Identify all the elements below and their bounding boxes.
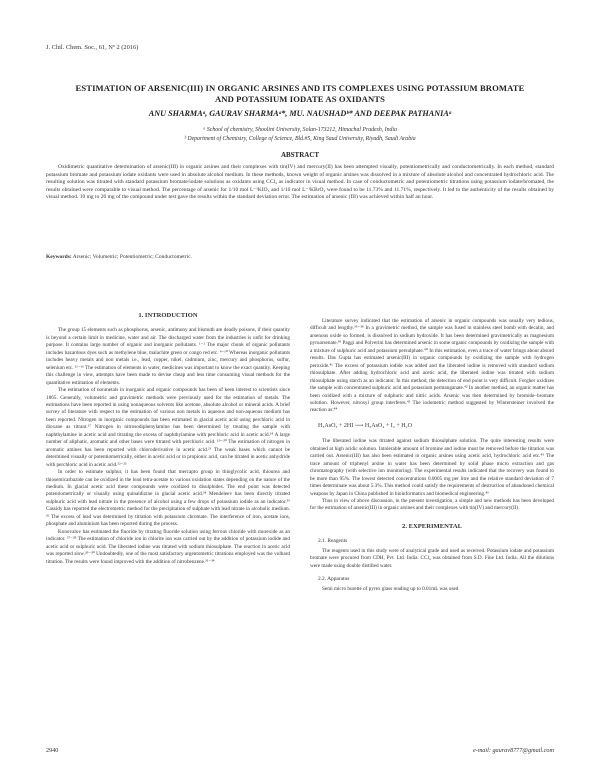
intro-paragraph: The estimation of nonmetals in inorganic and organic compounds has been of keen interest to scientists since 1865. Generally, volumetric and gravimetric methods were previously used for the estimation of metals. The estimations have been reported in using nonaqueous solvents like acetone, absolute alcohol or mineral acids. A brief survey of literature with respect to the estimation of various non metals in aqueous and non-aqueous medium has been reported. Nitrogen in inorganic compounds has been estimated in glacial acetic acid using perchloric acid in dioxane as titrant.¹⁷ Nitrogen in nitrosodiphenylamine has been determined by treating the sample with naphthylamine in acetic acid and titrating the excess of naphthylamine with perchloric acid in acetic acid.¹⁸ A large number of aliphatic, aromatic and other bases were titrated with perchloric acid. ¹⁹⁻²⁰ The estimation of nitrogen in aromatic amines has been reported with chloroderivative in acetic acid.²¹ The weak bases which cannot be determined visually or potentiometrically, either in acetic acid or in propionic acid, can be titrated in acetic anhydride with perchloric acid in acetic acid.²²⁻²³ [46,387,290,468]
title-line-1: ESTIMATION OF ARSENIC(III) IN ORGANIC ARSINES AND ITS COMPLEXES USING POTASSIUM BROMATE [75,83,525,93]
affiliation-b: ᵇ Department of Chemistry, College of Science, Bld.#5, King Saud University, Riyadh, Saudi Arabia [184,136,416,142]
right-column [310,318,554,593]
keywords-text: Arsenic; Volumetric; Potentiometric; Conductometric. [72,254,192,260]
author-list: ANU SHARMAᵃ, GAURAV SHARMAᵃ*, MU. NAUSHADᵇ* AND DEEPAK PATHANIAᵃ [148,109,452,118]
intro-paragraph: The group 15 elements such as phosphorus, arsenic, antimony and bismuth are deadly poisons, if their quantity is beyond a certain limit in medicine, water and air. The discharged water from the industries is unfit for drinking purpose. It contains large number of organic and inorganic pollutants. ¹⁻² The major chunk of organic pollutants includes hazardous dyes such as methylene blue, malachite green or congo red etc. ⁴⁻¹⁰ Whereas inorganic pollutants includes heavy metals and non metals i.e., lead, copper, nikel, cadmium, zinc, mercury and phosphorus, sulfur, selenium etc. ¹¹⁻¹⁶ The estimation of elements in water, medicines was important to know the exact quantity. Keeping this challenge in view, attempts have been made to devise cheap and less time consuming visual methods for the quantitative estimation of elements. [46,327,290,386]
introduction-heading: 1. INTRODUCTION [138,312,198,319]
keywords [46,254,554,260]
intro-paragraph: In order to estimate sulphur, it has been found that mercapto group in thioglycolic acid, thiourea and thiosemicarbazide can be oxidized in the lead tetra-acetate to various oxidation states depending on the nature of the medium. In glacial acetic acid these compounds were oxidized to disulphides. The end point was detected potentiometrically or visually using quinaldizine in glacial acetic acid.²⁴ Mendeleev has been directly titrated sulphuric acid with lead nitrate in the presence of alcohol using a few drops of potassium iodide as an indicator.²⁵ Cassidy has reported the electrometric method for the precipitation of sulphate with lead nitrate in alcoholic medium. ²⁶ The excess of lead was determined by titration with potassium chromate. The interference of iron, acetate ions, phosphate and aluminium has been reported during the process. [46,469,290,528]
reagents-heading: 2.1. Reagents [318,538,348,545]
abstract-heading: ABSTRACT [280,151,320,159]
keywords-label: Keywords: [46,254,72,260]
apparatus-heading: 2.2. Apparatus [318,576,350,583]
intro-paragraph: Konovalov has estimated the fluoride by titrating fluoride solution using ferrous chloride with murexide as an indicator. ²⁷⁻²⁸ The estimation of chloride ion in chlorite ion was carried out by the addition of potassium iodide and acetic acid or sulphuric acid. The liberated iodine was titrated with sodium thiosulphate. The reaction in acetic acid was reported slow.²⁹⁻³⁰ Undoubtedly, one of the most satisfactory argentometric titrations employed was the volhard titration. The results were found improved with the addition of nitrobenzene.³¹⁻³⁴ [46,528,290,565]
page-number: 2940 [46,747,59,754]
journal-header: J. Chil. Chem. Soc., 61, Nº 2 (2016) [46,44,139,51]
affiliation-a: ᵃ School of chemistry, Shoolini University, Solan-173212, Himachal Pradesh, India [203,127,397,133]
literature-paragraph: Literature survey indicated that the estimation of arsenic in organic compounds was usually very tedious, difficult and lengthy.³⁵⁻³⁸ In a gravimetric method, the sample was fused in stainless steel bomb with decalin, and arsenous oxide so formed, is dissolved in sodium hydroxide. It has been determined gravimetrically as magnesium pyroarsenate.³⁹ Paggi and Polverini has determined arsenic in some organic compounds by oxidizing the sample with a mixture of sulphuric acid and potassium persulphate.⁴⁰ In this estimation, even a trace of water brings about absurd results. Das Gupta has estimated arsenic(III) in organic compounds by oxidizing the sample with hydrogen peroxide.⁴¹ The excess of potassium iodide was added and the liberated iodine is removed with standard sodium thiosulphate. After adding hydrochloric acid and acetic acid, the liberated iodine was titrated with sodium thiosulphate using starch as an indicator. In this method, the detection of end point is very difficult. Forgher oxidizes the sample with concentrated sulphuric acid and potassium permanganate.⁴² In another method, an organic matter has been oxidized with a mixture of sulphuric and nitric acids. Arsenic was then determined by bromide–bromate solution. However, nitrosyl group interferes.⁴³ The iodometric method suggested by Wintersteiner involved the reaction as:⁴⁴ [310,318,554,414]
corresponding-email: e-mail: gaurav8777@gmail.com [473,747,554,754]
reaction-equation: H₃AsO₃ + 2HI ⟶ H₃AsO₄ + I₂ + H₂O [318,422,412,429]
paper-title [46,83,554,105]
title-line-2: AND POTASSIUM IODATE AS OXIDANTS [214,94,385,104]
abstract-text: Oxidimetric quantitative determination of arsenic(III) in organic arsines and their complexes with tin(IV) and mercury(II) has been attempted visually, potentiometrically and conductometrically. In each method, standard potassium bromate and potassium iodate oxidants were used in absolute alcohol medium. In these methods, known weight of organic arsines was dissolved in a mixture of absolute alcohol and concentrated hydrochloric acid. The resulting solution was titrated with standard potassium bromate/iodate solutions as oxidants using CCl₄ as indicator in visual method. In case of conductometric and potentiometric titrations using potassium iodate/bromated, the results obtained were comparable to visual method. The percentage of arsenic for 1/10 mol L⁻¹KIO₃ and 1/10 mol L⁻¹KBrO₃ were found to be 11.73% and 11.71%, respectively. It led to the authenticity of the results obtained by visual method. 10 mg to 20 mg of the compound under test gave the results within the standard deviation error. The estimation of arsenic (III) was achieved within half an hour. [46,164,554,200]
literature-paragraph: The liberated iodine was titrated against sodium thiosulphate solution. The quite interesting results were obtained at high acidic solution. Intolerable amount of bromine and iodine must be removed before the titration was carried out. Arsenic(III) has also been estimated in organic arsines using acetic acid, hydrochloric acid etc.⁴⁵ The trace amount of triphenyl arsine in water has been determined by solid phase micro extraction and gas chromatography (with selective ion monitoring). The experimental results indicated that the recovery was found to be more than 95%. The lowest detected concentrations 0.0005 mg per litre and the relative standard deviation of 7 times determinate was about 5.3%. This method could satisfy the requirements of destruction of abandoned chemical weapons by Japan in China published in bioinformatics and biomedical engineering.⁴⁶ [310,438,554,497]
reagents-paragraph: The reagents used in this study were of analytical grade and used as received. Potassium iodate and potassium bromate were procured from CDH, Pvt. Ltd. India. CCl₄ was obtained from S.D. Fine Ltd. India. All the dilutions were made using double distilled water. [310,547,554,569]
literature-paragraph: Thus in view of above discussion, in the present investigation, a simple and new methods has been developed for the estimation of arsenic(III) in organic arsines and their complexes with tin(IV) and mercury(II). [310,497,554,512]
left-column [46,312,290,566]
apparatus-paragraph: Semi micro burette of pyrex glass reading up to 0.01mL was used [322,585,459,592]
experimental-heading: 2. EXPERIMENTAL [402,522,462,530]
